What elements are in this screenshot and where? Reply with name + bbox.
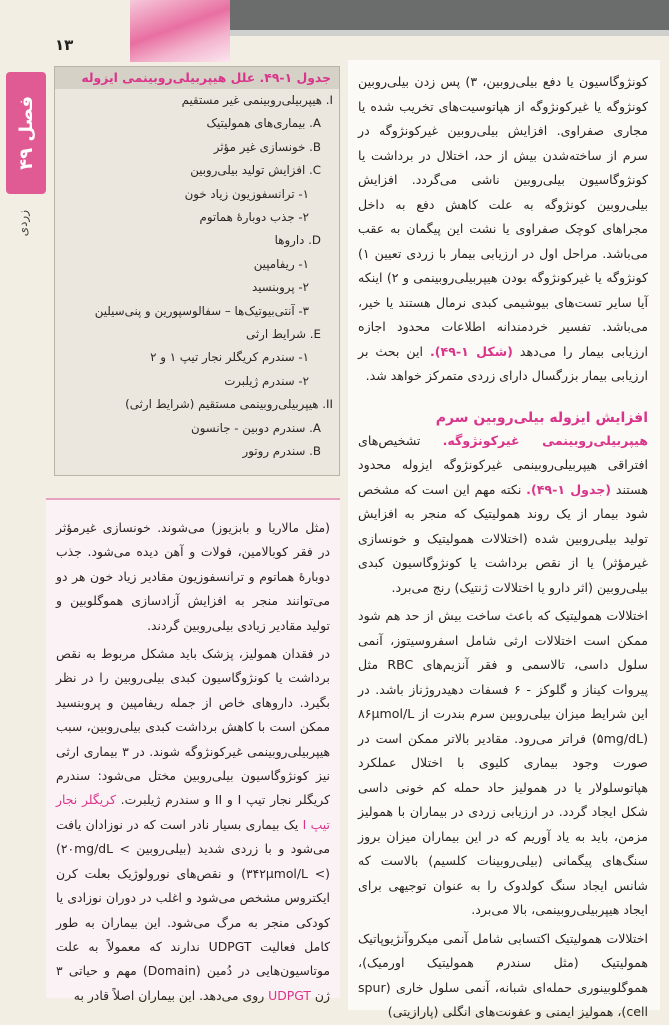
paragraph-hemolytic: اختلالات همولیتیک که باعث ساخت بیش از حد هم شود ممکن است اختلالات ارثی شامل اسفروسیتوز، آنمی سلول داسی، تالاسمی و فقر آنزیم‌های RBC مثل پیروات کیناز و گلوکز - ۶ فسفات دهیدروژناز باشد. در این شرایط میزان بیلی‌روبین سرم بندرت از ۸۶μmol/L (۵mg/dL) فراتر می‌رود. مقادیر بالاتر ممکن است در صورت وجود بیماری کلیوی با اختلال عملکرد هپاتوسلولار یا در همولیز حاد حمله کم خونی داسی شکل ایجاد گردد. در ارزیابی زردی در بیماران با همولیز مزمن، باید به یاد آوریم که در این بیماران میزان بروز سنگ‌های پیگمانی (بیلی‌روبینات کلسیم) بالاست که شانس ایجاد سنگ کولدوک را به عنوان توجیهی برای ایجاد هیپربیلی‌روبینمی، بالا می‌برد. <box>358 608 649 917</box>
top-banner-underline <box>230 30 669 36</box>
top-banner-strip <box>230 0 669 30</box>
table-row: ۱- ریفامپین <box>253 256 309 271</box>
causes-table <box>54 66 340 476</box>
table-reference-link[interactable]: (جدول ۱-۴۹). <box>526 481 612 497</box>
table-row: ۲- پروبنسید <box>252 280 309 295</box>
table-row: ۲- سندرم ژیلبرت <box>224 373 309 388</box>
paragraph-conjugation <box>56 642 330 1008</box>
table-rows <box>55 89 339 464</box>
left-text-column <box>46 498 340 1003</box>
table-title: جدول ۱-۴۹. علل هیپربیلی‌روبینمی ایزوله <box>55 67 339 89</box>
paragraph-conjugation-text-end: روی می‌دهد. این بیماران اصلاً قادر به <box>73 987 265 1003</box>
table-row: II. هیپربیلی‌روبینمی مستقیم (شرایط ارثی) <box>125 397 333 412</box>
chapter-tab-label: فصل ۴۹ <box>15 96 37 170</box>
table-row: ۲- جذب دوبارهٔ هماتوم <box>199 210 309 225</box>
paragraph-conjugation-text: در فقدان همولیز، پزشک باید مشکل مربوط به نقص برداشت یا کونژوگاسیون کبدی بیلی‌روبین را در نظر بگیرد. داروهای خاص از جمله ریفامپین و پروبنسید ممکن است با کاهش برداشت کبدی بیلی‌روبین، سبب هیپربیلی‌روبینمی غیرکونژوگه شوند. در ۳ بیماری ارثی نیز کونژوگاسیون بیلی‌روبین مختل می‌شود: سندرم کریگلر نجار تیپ I و II و سندرم ژیلبرت. <box>56 646 330 808</box>
crigler-najjar-term: کریگلر نجار تیپ I <box>56 792 330 832</box>
table-row: E. شرایط ارثی <box>246 327 321 342</box>
table-row: B. سندرم روتور <box>242 444 321 459</box>
table-row: ۱- سندرم کریگلر نجار تیپ ۱ و ۲ <box>150 350 309 365</box>
right-text-column <box>348 60 660 1019</box>
table-row: B. خونسازی غیر مؤثر <box>213 139 321 154</box>
table-row: I. هیپربیلی‌روبینمی غیر مستقیم <box>181 93 333 107</box>
header-photo-image <box>130 0 230 62</box>
subsection-heading: هیپربیلی‌روبینمی غیرکونژوگه. <box>442 432 648 448</box>
table-row: A. بیماری‌های همولیتیک <box>206 116 321 131</box>
table-row: ۱- ترانسفوزیون زیاد خون <box>184 186 309 201</box>
section-side-label: زردی <box>16 210 30 237</box>
section-heading: افزایش ایزوله بیلی‌روبین سرم <box>435 409 648 426</box>
paragraph-conjugation-text-mid: یک بیماری بسیار نادر است که در نوزادان یافت می‌شود و با زردی شدید (بیلی‌روبین > ۲۰mg/dL) (> ۳۴۲μmol/L) و نقص‌های نورولوژیک بعلت کرن ایکتروس مشخص می‌شود و اغلب در دوران نوزادی یا کودکی منجر به مرگ می‌شود. این بیماران به طور کامل فعالیت UDPGT ندارند که معمولاً به علت موتاسیون‌هایی در دُمین (Domain) مهم و حیاتی ۳ ژن <box>56 816 330 1003</box>
table-row: ۳- آنتی‌بیوتیک‌ها – سفالوسپورین و پنی‌سیلین <box>94 303 309 318</box>
paragraph-unconjugated-text-end: نکته مهم این است که مشخص شود بیمار از یک روند همولیتیک که منجر به افزایش تولید بیلی‌روبین شده (اختلالات همولیتیک و خونسازی غیرمؤثر) یا از نقص برداشت یا کونژوگاسیون کبدی بیلی‌روبین (اثر دارو یا اختلالات ژنتیک) رنج می‌برد. <box>358 481 648 595</box>
table-row: A. سندرم دوبین - جانسون <box>191 420 321 435</box>
udpgt-gene-term: UDPGT <box>268 987 311 1003</box>
chapter-tab[interactable] <box>6 72 46 194</box>
paragraph-malaria: (مثل مالاریا و بابزیوز) می‌شوند. خونسازی غیرمؤثر در فقر کوبالامین، فولات و آهن دیده می‌شود. جذب دوبارهٔ هماتوم و ترانسفوزیون مقادیر زیاد خون هر دو می‌توانند منجر به افزایش آزادسازی هموگلوبین و تولید مقادیر زیادی بیلی‌روبین گردند. <box>56 520 330 633</box>
table-row: D. داروها <box>274 233 321 248</box>
paragraph-acquired: اختلالات همولیتیک اکتسابی شامل آنمی میکروآنژیوپاتیک همولیتیک (مثل سندرم همولیتیک اورمیک)، هموگلوبینوری حمله‌ای شبانه، آنمی سلول خاری (spur cell)، همولیز ایمنی و عفونت‌های انگلی (پارازیتی) <box>358 930 648 1019</box>
paragraph-intro-text-end: این بحث بر ارزیابی بیمار بزرگسال دارای زردی متمرکز خواهد شد. <box>358 343 648 383</box>
page-number: ۱۳ <box>55 36 74 54</box>
table-row: C. افزایش تولید بیلی‌روبین <box>190 163 321 178</box>
paragraph-intro <box>358 70 648 389</box>
paragraph-intro-text: کونژوگاسیون یا دفع بیلی‌روبین، ۳) پس زدن بیلی‌روبین کونژوگه یا غیرکونژوگه از هپاتوسیت‌های تخریب شده یا مجاری صفراوی. افزایش بیلی‌روبین غیرکونژوگه در سرم از ساخته‌شدن بیش از حد، اختلال در برداشت یا کونژوگاسیون بیلی‌روبین ناشی می‌گردد. افزایش بیلی‌روبین کونژوگه به علت کاهش دفع به داخل مجراهای کوچک صفراوی یا نشت این پیگمان به عقب می‌باشد. مراحل اول در ارزیابی بیمار با زردی تعیین ۱) کونژوگه یا غیرکونژوگه بودن هیپربیلی‌روبینمی و ۲) اینکه آیا سایر تست‌های بیوشیمی کبدی نرمال هستند یا خیر، می‌باشد. تفسیر خردمندانه اطلاعات محدود اجازه ارزیابی بیمار را می‌دهد <box>358 74 648 359</box>
paragraph-unconjugated-text: تشخیص‌های افتراقی هیپربیلی‌روبینمی غیرکونژوگه ایزوله محدود هستند <box>358 432 648 497</box>
paragraph-unconjugated <box>358 429 648 601</box>
figure-reference-link[interactable]: (شکل ۱-۴۹). <box>429 343 513 359</box>
